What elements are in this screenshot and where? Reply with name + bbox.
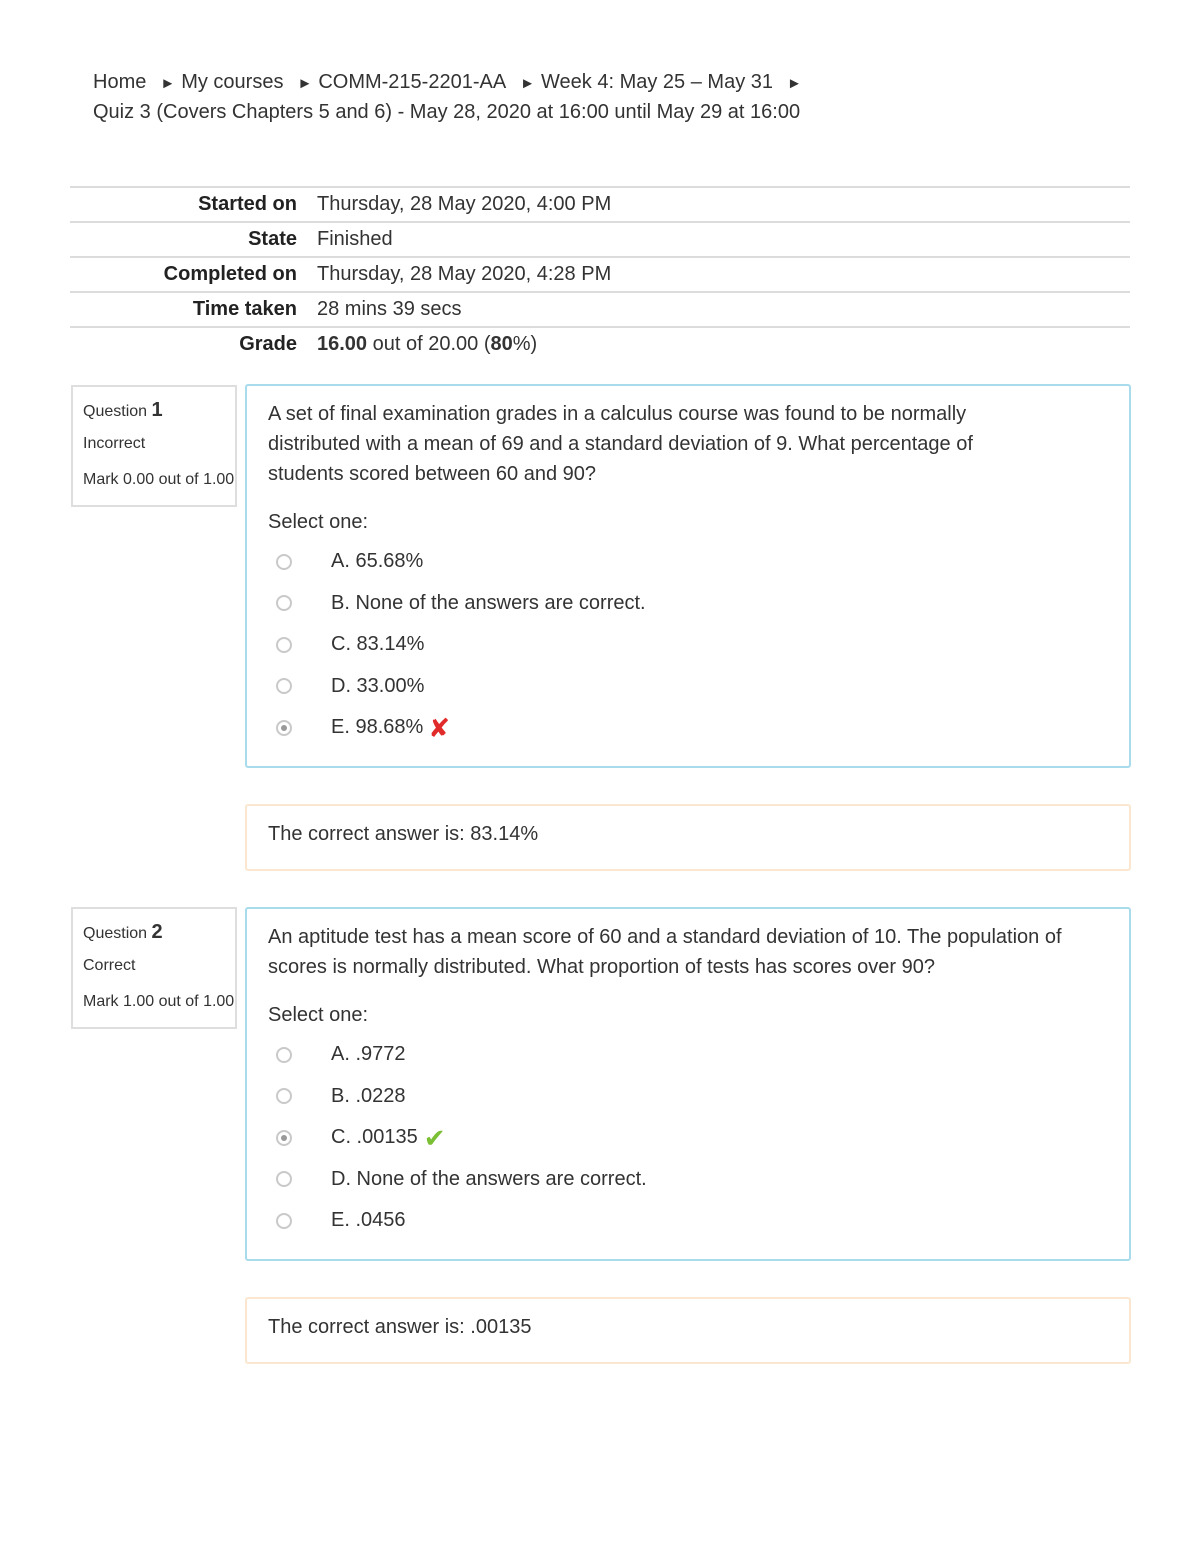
answer-option-b[interactable] bbox=[268, 583, 1108, 625]
breadcrumb bbox=[93, 68, 808, 127]
question-label: Question bbox=[83, 925, 148, 942]
answer-label: B. .0228 bbox=[331, 1084, 406, 1107]
question-content-1 bbox=[245, 384, 1131, 768]
summary-value: 28 mins 39 secs bbox=[317, 298, 462, 320]
question-text: An aptitude test has a mean score of 60 and a standard deviation of 10. The population of scores is normally distributed. What proportion of tests has scores over 90? bbox=[268, 926, 1062, 978]
radio-button[interactable] bbox=[276, 1213, 292, 1229]
answer-list bbox=[268, 541, 1108, 749]
grade-tail: %) bbox=[512, 333, 538, 355]
radio-button[interactable] bbox=[276, 1047, 292, 1063]
summary-label: State bbox=[248, 228, 297, 250]
question-state: Correct bbox=[83, 957, 136, 974]
radio-button-selected[interactable] bbox=[276, 1130, 292, 1146]
question-number: 2 bbox=[151, 921, 163, 943]
radio-button-selected[interactable] bbox=[276, 720, 292, 736]
answer-label: A. 65.68% bbox=[331, 550, 424, 573]
breadcrumb-week[interactable]: Week 4: May 25 – May 31 bbox=[541, 71, 773, 93]
cross-icon: ✘ bbox=[428, 712, 451, 743]
radio-button[interactable] bbox=[276, 678, 292, 694]
answer-option-c[interactable] bbox=[268, 1117, 1108, 1159]
breadcrumb-line bbox=[93, 68, 808, 98]
summary-value: Finished bbox=[317, 228, 393, 250]
question-text: A set of final examination grades in a calculus course was found to be normally distributed with a mean of 69 and a standard deviation of 9. What percentage of students scored between 60 and 90? bbox=[268, 403, 973, 485]
select-prompt: Select one: bbox=[268, 511, 369, 533]
summary-value: Thursday, 28 May 2020, 4:28 PM bbox=[317, 263, 612, 285]
grade-out-of: out of 20.00 ( bbox=[367, 333, 491, 355]
answer-option-a[interactable] bbox=[268, 1034, 1108, 1076]
correct-answer-text: The correct answer is: 83.14% bbox=[268, 823, 539, 845]
feedback-box-2 bbox=[245, 1297, 1131, 1364]
breadcrumb-separator-icon: ► bbox=[297, 75, 313, 92]
radio-button[interactable] bbox=[276, 554, 292, 570]
question-label: Question bbox=[83, 403, 148, 420]
breadcrumb-my-courses[interactable]: My courses bbox=[181, 71, 284, 93]
answer-list bbox=[268, 1034, 1108, 1242]
radio-button[interactable] bbox=[276, 595, 292, 611]
answer-label: C. 83.14% bbox=[331, 633, 425, 656]
summary-row-time bbox=[70, 292, 1130, 327]
radio-button[interactable] bbox=[276, 1171, 292, 1187]
summary-value: Thursday, 28 May 2020, 4:00 PM bbox=[317, 193, 612, 215]
answer-label: A. .9772 bbox=[331, 1043, 406, 1066]
breadcrumb-course[interactable]: COMM-215-2201-AA bbox=[318, 71, 507, 93]
answer-option-b[interactable] bbox=[268, 1076, 1108, 1118]
summary-row-completed bbox=[70, 257, 1130, 292]
summary-row-grade bbox=[70, 327, 1130, 361]
radio-button[interactable] bbox=[276, 637, 292, 653]
question-info-1 bbox=[71, 385, 237, 507]
question-mark: Mark 1.00 out of 1.00 bbox=[83, 993, 235, 1010]
attempt-summary-table bbox=[70, 186, 1130, 361]
answer-option-a[interactable] bbox=[268, 541, 1108, 583]
answer-label: C. .00135 bbox=[331, 1126, 418, 1149]
answer-option-d[interactable] bbox=[268, 666, 1108, 708]
feedback-box-1 bbox=[245, 804, 1131, 871]
question-number-row bbox=[83, 397, 235, 425]
correct-answer-text: The correct answer is: .00135 bbox=[268, 1316, 532, 1338]
question-number: 1 bbox=[151, 399, 163, 421]
answer-label: B. None of the answers are correct. bbox=[331, 591, 646, 614]
answer-label: E. 98.68% bbox=[331, 716, 424, 739]
question-info-2 bbox=[71, 907, 237, 1029]
answer-label: E. .0456 bbox=[331, 1209, 406, 1232]
summary-label: Started on bbox=[198, 193, 297, 215]
summary-label: Completed on bbox=[163, 263, 297, 285]
breadcrumb-current-quiz[interactable]: Quiz 3 (Covers Chapters 5 and 6) - May 28, 2020 at 16:00 until May 29 at 16:00 bbox=[93, 101, 801, 123]
answer-option-c[interactable] bbox=[268, 624, 1108, 666]
check-icon: ✔ bbox=[423, 1122, 446, 1153]
question-state: Incorrect bbox=[83, 435, 146, 452]
question-number-row bbox=[83, 919, 235, 947]
breadcrumb-separator-icon: ► bbox=[520, 75, 536, 92]
grade-value bbox=[317, 327, 1130, 361]
answer-label: D. None of the answers are correct. bbox=[331, 1167, 647, 1190]
summary-label: Time taken bbox=[192, 298, 297, 320]
question-content-2 bbox=[245, 907, 1131, 1261]
breadcrumb-home[interactable]: Home bbox=[93, 71, 147, 93]
answer-option-e[interactable] bbox=[268, 707, 1108, 749]
answer-option-d[interactable] bbox=[268, 1159, 1108, 1201]
summary-row-started bbox=[70, 187, 1130, 222]
question-mark: Mark 0.00 out of 1.00 bbox=[83, 471, 235, 488]
breadcrumb-separator-icon: ► bbox=[160, 75, 176, 92]
radio-button[interactable] bbox=[276, 1088, 292, 1104]
breadcrumb-separator-icon: ► bbox=[787, 75, 802, 92]
select-prompt: Select one: bbox=[268, 1004, 369, 1026]
grade-score: 16.00 bbox=[317, 333, 368, 355]
grade-percent: 80 bbox=[490, 333, 513, 355]
answer-label: D. 33.00% bbox=[331, 674, 425, 697]
summary-row-state bbox=[70, 222, 1130, 257]
answer-option-e[interactable] bbox=[268, 1200, 1108, 1242]
summary-label: Grade bbox=[239, 333, 297, 355]
